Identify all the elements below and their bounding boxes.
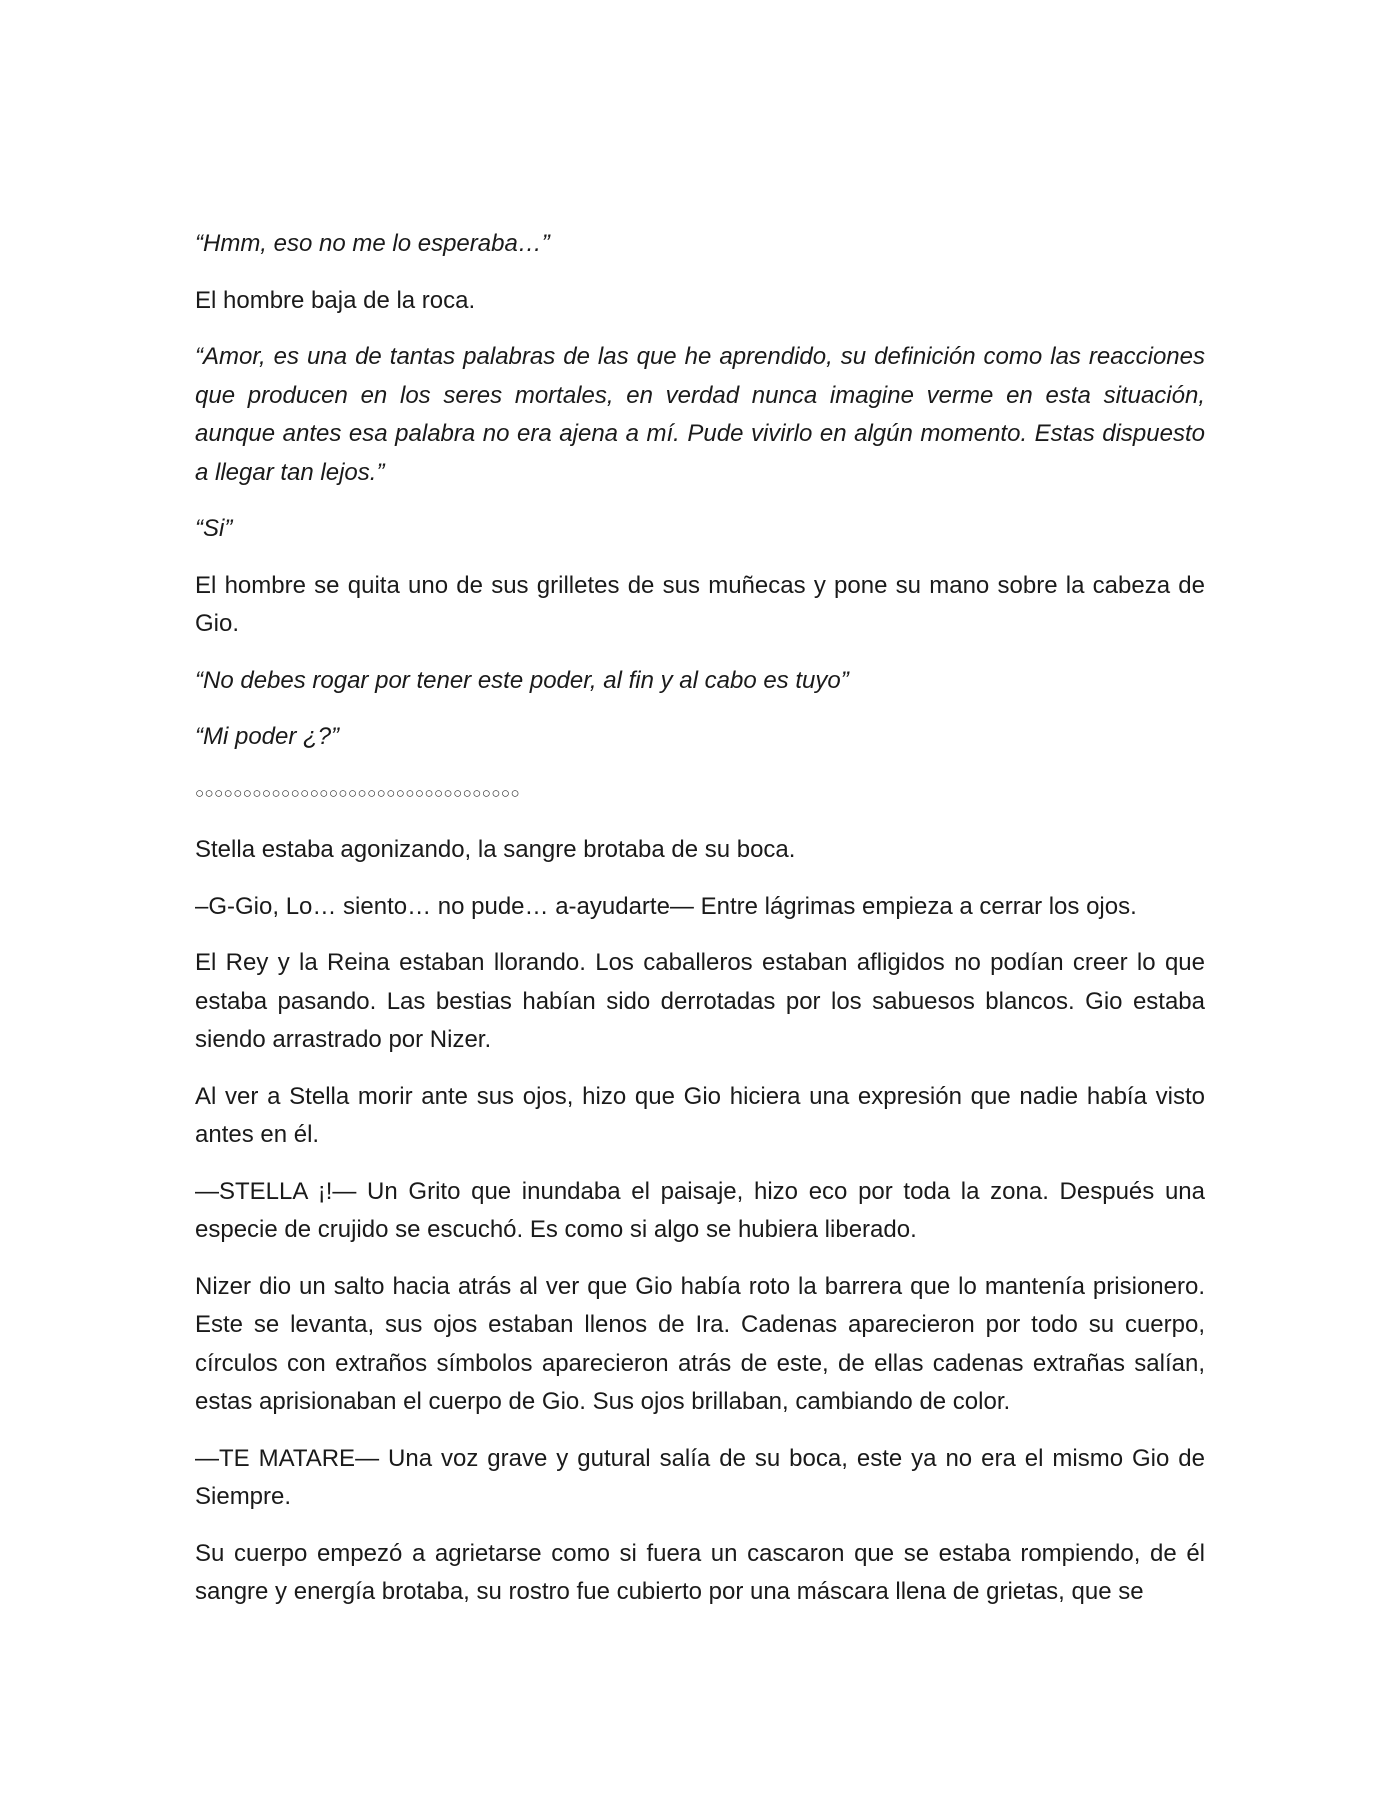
dialogue-line: —STELLA ¡!— Un Grito que inundaba el paisaje, hizo eco por toda la zona. Después una especie de crujido se escuchó. Es como si algo se hubiera liberado.: [195, 1177, 1205, 1243]
document-page: [195, 225, 1205, 1630]
narration-paragraph: Stella estaba agonizando, la sangre brotaba de su boca.: [195, 836, 796, 863]
narration-paragraph: El Rey y la Reina estaban llorando. Los caballeros estaban afligidos no podían creer lo que estaba pasando. Las bestias habían sido derrotadas por los sabuesos blancos. Gio estaba siendo arrastrado por Nizer.: [195, 949, 1205, 1053]
narration-paragraph: Su cuerpo empezó a agrietarse como si fuera un cascaron que se estaba rompiendo, de él sangre y energía brotaba, su rostro fue cubierto por una máscara llena de grietas, que se: [195, 1539, 1205, 1605]
narration-paragraph: El hombre baja de la roca.: [195, 286, 476, 314]
dialogue-line: “Hmm, eso no me lo esperaba…”: [195, 230, 550, 257]
dialogue-line: “Si”: [195, 515, 233, 542]
dialogue-line: –G-Gio, Lo… siento… no pude… a-ayudarte— Entre lágrimas empieza a cerrar los ojos.: [195, 892, 1137, 920]
narration-paragraph: El hombre se quita uno de sus grilletes de sus muñecas y pone su mano sobre la cabeza de Gio.: [195, 571, 1205, 637]
dialogue-line: “Mi poder ¿?”: [195, 723, 340, 750]
dialogue-line: “No debes rogar por tener este poder, al fin y al cabo es tuyo”: [195, 666, 849, 694]
narration-paragraph: Al ver a Stella morir ante sus ojos, hizo que Gio hiciera una expresión que nadie había visto antes en él.: [195, 1082, 1205, 1148]
dialogue-line: “Amor, es una de tantas palabras de las que he aprendido, su definición como las reacciones que producen en los seres mortales, en verdad nunca imagine verme en esta situación, aunque antes esa palabra no era ajena a mí. Pude vivirlo en algún momento. Estas dispuesto a llegar tan lejos.”: [195, 343, 1205, 486]
narration-paragraph: Nizer dio un salto hacia atrás al ver que Gio había roto la barrera que lo mantenía prisionero. Este se levanta, sus ojos estaban llenos de Ira. Cadenas aparecieron por todo su cuerpo, círculos con extraños símbolos aparecieron atrás de este, de ellas cadenas extrañas salían, estas aprisionaban el cuerpo de Gio. Sus ojos brillaban, cambiando de color.: [195, 1272, 1205, 1415]
dialogue-line: —TE MATARE— Una voz grave y gutural salía de su boca, este ya no era el mismo Gio de Siempre.: [195, 1444, 1205, 1510]
scene-divider: ○○○○○○○○○○○○○○○○○○○○○○○○○○○○○○○○○○: [195, 784, 521, 802]
